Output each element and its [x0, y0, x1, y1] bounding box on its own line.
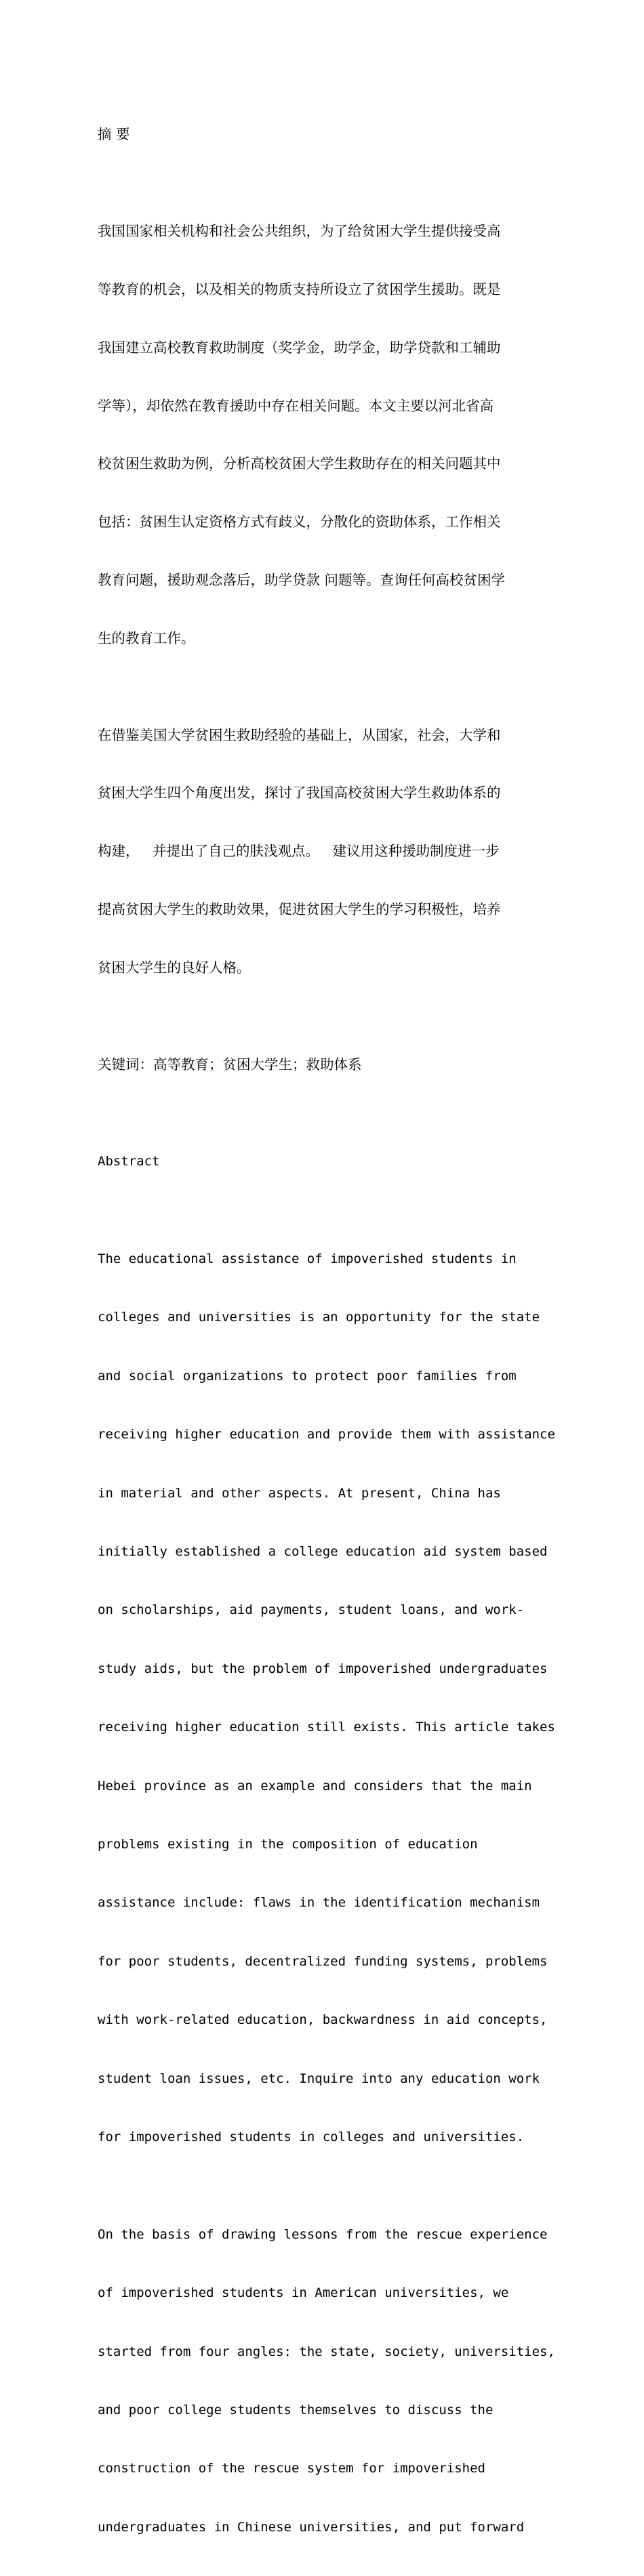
text-line: assistance include: flaws in the identification mechanism — [98, 1895, 540, 1911]
text-line: 生的教育工作。 — [98, 629, 195, 646]
text-line: 等教育的机会，以及相关的物质支持所设立了贫困学生援助。既是 — [98, 281, 501, 297]
text-line: 贫困大学生四个角度出发，探讨了我国高校贫困大学生救助体系的 — [98, 785, 501, 802]
keywords-line: 关键词：高等教育；贫困大学生；救助体系 — [98, 1056, 362, 1073]
text-line: undergraduates in Chinese universities, and put forward — [98, 2519, 525, 2535]
text-line: 教育问题，援助观念落后，助学贷款 问题等。查询任何高校贫困学 — [98, 571, 506, 588]
text-line: on scholarships, aid payments, student loans, and work- — [98, 1602, 525, 1618]
text-line: student loan issues, etc. Inquire into any education work — [98, 2071, 540, 2086]
text-line: 提高贫困大学生的救助效果，促进贫困大学生的学习积极性，培养 — [98, 900, 501, 917]
text-line: 校贫困生救助为例，分析高校贫困大学生救助存在的相关问题其中 — [98, 455, 501, 472]
text-line: study aids, but the problem of impoverished undergraduates — [98, 1661, 548, 1676]
text-line: 学等），却依然在教育援助中存在相关问题。本文主要以河北省高 — [98, 397, 494, 414]
text-line: of impoverished students in American universities, we — [98, 2285, 509, 2301]
text-line: Hebei province as an example and considers that the main — [98, 1778, 532, 1793]
text-line: 贫困大学生的良好人格。 — [98, 959, 251, 976]
text-line: problems existing in the composition of education — [98, 1836, 478, 1852]
abstract-cn-heading — [98, 86, 552, 183]
text-line: 构建， 并提出了自己的肤浅观点。 建议用这种援助制度进一步 — [98, 843, 500, 860]
text-line: for poor students, decentralized funding systems, problems — [98, 1953, 548, 1969]
abstract-cn-paragraph-1 — [98, 183, 552, 686]
text-line: and social organizations to protect poor families from — [98, 1368, 517, 1384]
abstract-en-heading — [98, 1113, 552, 1210]
text-line: The educational assistance of impoverished students in — [98, 1251, 517, 1267]
text-line: and poor college students themselves to discuss the — [98, 2403, 494, 2418]
text-line: On the basis of drawing lessons from the rescue experience — [98, 2226, 548, 2242]
text-line: receiving higher education and provide them with assistance — [98, 1427, 555, 1442]
text-line: 我国国家相关机构和社会公共组织，为了给贫困大学生提供接受高 — [98, 223, 501, 240]
text-line: started from four angles: the state, society, universities, — [98, 2344, 555, 2359]
text-line: initially established a college education aid system based — [98, 1544, 548, 1559]
text-line: 我国建立高校教育救助制度（奖学金，助学金，助学贷款和工辅助 — [98, 339, 501, 356]
text-line: with work-related education, backwardness in aid concepts, — [98, 2012, 548, 2028]
text-line: in material and other aspects. At present, China has — [98, 1485, 501, 1501]
text-line: construction of the rescue system for impoverished — [98, 2461, 485, 2476]
heading-line: Abstract — [98, 1154, 160, 1169]
text-line: 包括：贫困生认定资格方式有歧义，分散化的资助体系，工作相关 — [98, 514, 501, 531]
abstract-cn-paragraph-2 — [98, 686, 552, 1016]
text-line: for impoverished students in colleges and universities. — [98, 2129, 525, 2144]
heading-line: 摘 要 — [98, 126, 130, 143]
abstract-en-paragraph-2 — [98, 2186, 555, 2576]
abstract-en-paragraph-1 — [98, 1210, 555, 2186]
text-line: 在借鉴美国大学贫困生救助经验的基础上，从国家，社会，大学和 — [98, 726, 501, 743]
text-line: receiving higher education still exists. This article takes — [98, 1720, 555, 1735]
document-page — [98, 86, 555, 2576]
text-line: colleges and universities is an opportunity for the state — [98, 1310, 540, 1325]
keywords-cn — [98, 1016, 552, 1113]
